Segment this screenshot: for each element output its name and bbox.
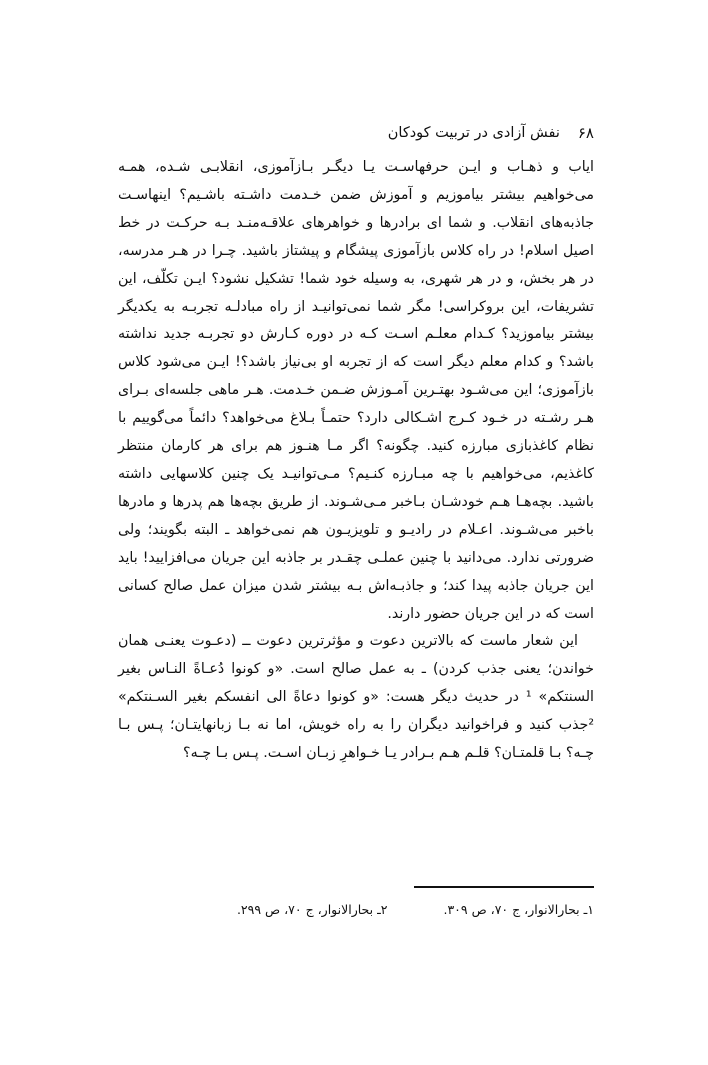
paragraph: این شعار ماست که بالاترین دعوت و مؤثرترین دعوت ــ (دعـوت یعنـی همان خواندن؛ یعنی جذب کردن) ـ به عمل صالح است. «و کونوا دُعـاةً النـاس بغیر السنتکم» ¹ در حدیث دیگر هست: «و کونوا دعاةً الی انفسکم بغیر السـنتکم» ²جذب کنید و فراخوانید دیگران را به راه خویش، اما نه بـا زبانهایتـان؛ پـس بـا چـه؟ بـا قلمتـان؟ قلـم هـم بـرادر یـا خـواهرِ زبـان اسـت. پـس بـا چـه؟ bbox=[118, 633, 594, 762]
paragraph: ایاب و ذهـاب و ایـن حرفهاسـت یـا دیگـر بـازآموزی، انقلابـی شـده، همـه می‌خواهیم بیشتر بیاموزیم و آموزش ضمن خـدمت داشـته باشـیم؟ اینهاسـت جاذبه‌های انقلاب. و شما ای برادرها و خواهرهای علاقـه‌منـد بـه حرکـت در خط اصیل اسلام! در راه کلاس بازآموزی پیشگام و پیشتاز باشید. چـرا در هـر مدرسه، در هر بخش، و در هر شهری، به وسیله خود شما! تشکیل نشود؟ ایـن تکلّف، این تشریفات، این بروکراسی! مگر شما نمی‌توانیـد از راه مبادلـه تجربـه به یکدیگر بیشتر بیاموزید؟ کـدام معلـم اسـت کـه در دوره کـارش دو تجربـه جدید نداشته باشد؟ و کدام معلم دیگر است که از تجربه او بی‌نیاز باشد؟! ایـن می‌شود کلاس بازآموزی؛ این می‌شـود بهتـرین آمـوزش ضـمن خـدمت. هـر ماهی جلسه‌ای بـرای هـر رشـته در خـود کـرج اشـکالی دارد؟ حتمـاً بـلاغ می‌خواهد؟ دائماً می‌گوییم با نظام کاغذبازی مبارزه کنید. چگونه؟ اگر مـا هنـوز هم برای هر کارمان منتظر کاغذیم، می‌خواهیم با چه مبـارزه کنـیم؟ مـی‌توانیـد یک چنین کلاسهایی داشته باشید. بچه‌هـا هـم خودشـان بـاخبر مـی‌شـوند. از طریق بچه‌ها هم پدرها و مادرها باخبر می‌شـوند. اعـلام در رادیـو و تلویزیـون هم نمی‌خواهد ـ البته بگویند؛ ولی ضرورتی ندارد. می‌دانید با چنین عملـی چقـدر بر جاذبه این جریان می‌افزایید! باید این جریان جاذبه پیدا کند؛ و جاذبـه‌اش بـه بیشتر شدن میزان عمل صالح کسانی است که در این جریان حضور دارند. bbox=[118, 159, 594, 622]
page-header bbox=[118, 120, 594, 146]
footnote-divider bbox=[414, 886, 594, 888]
footnotes bbox=[118, 902, 594, 917]
page-number: ۶۸ bbox=[577, 124, 594, 142]
footnote-2: ۲ـ بحارالانوار، ج ۷۰، ص ۲۹۹. bbox=[236, 902, 388, 917]
footnote-1: ۱ـ بحارالانوار، ج ۷۰، ص ۳۰۹. bbox=[443, 902, 594, 917]
body-text bbox=[118, 154, 594, 768]
running-title: نفش آزادی در تربیت کودکان bbox=[387, 125, 560, 141]
